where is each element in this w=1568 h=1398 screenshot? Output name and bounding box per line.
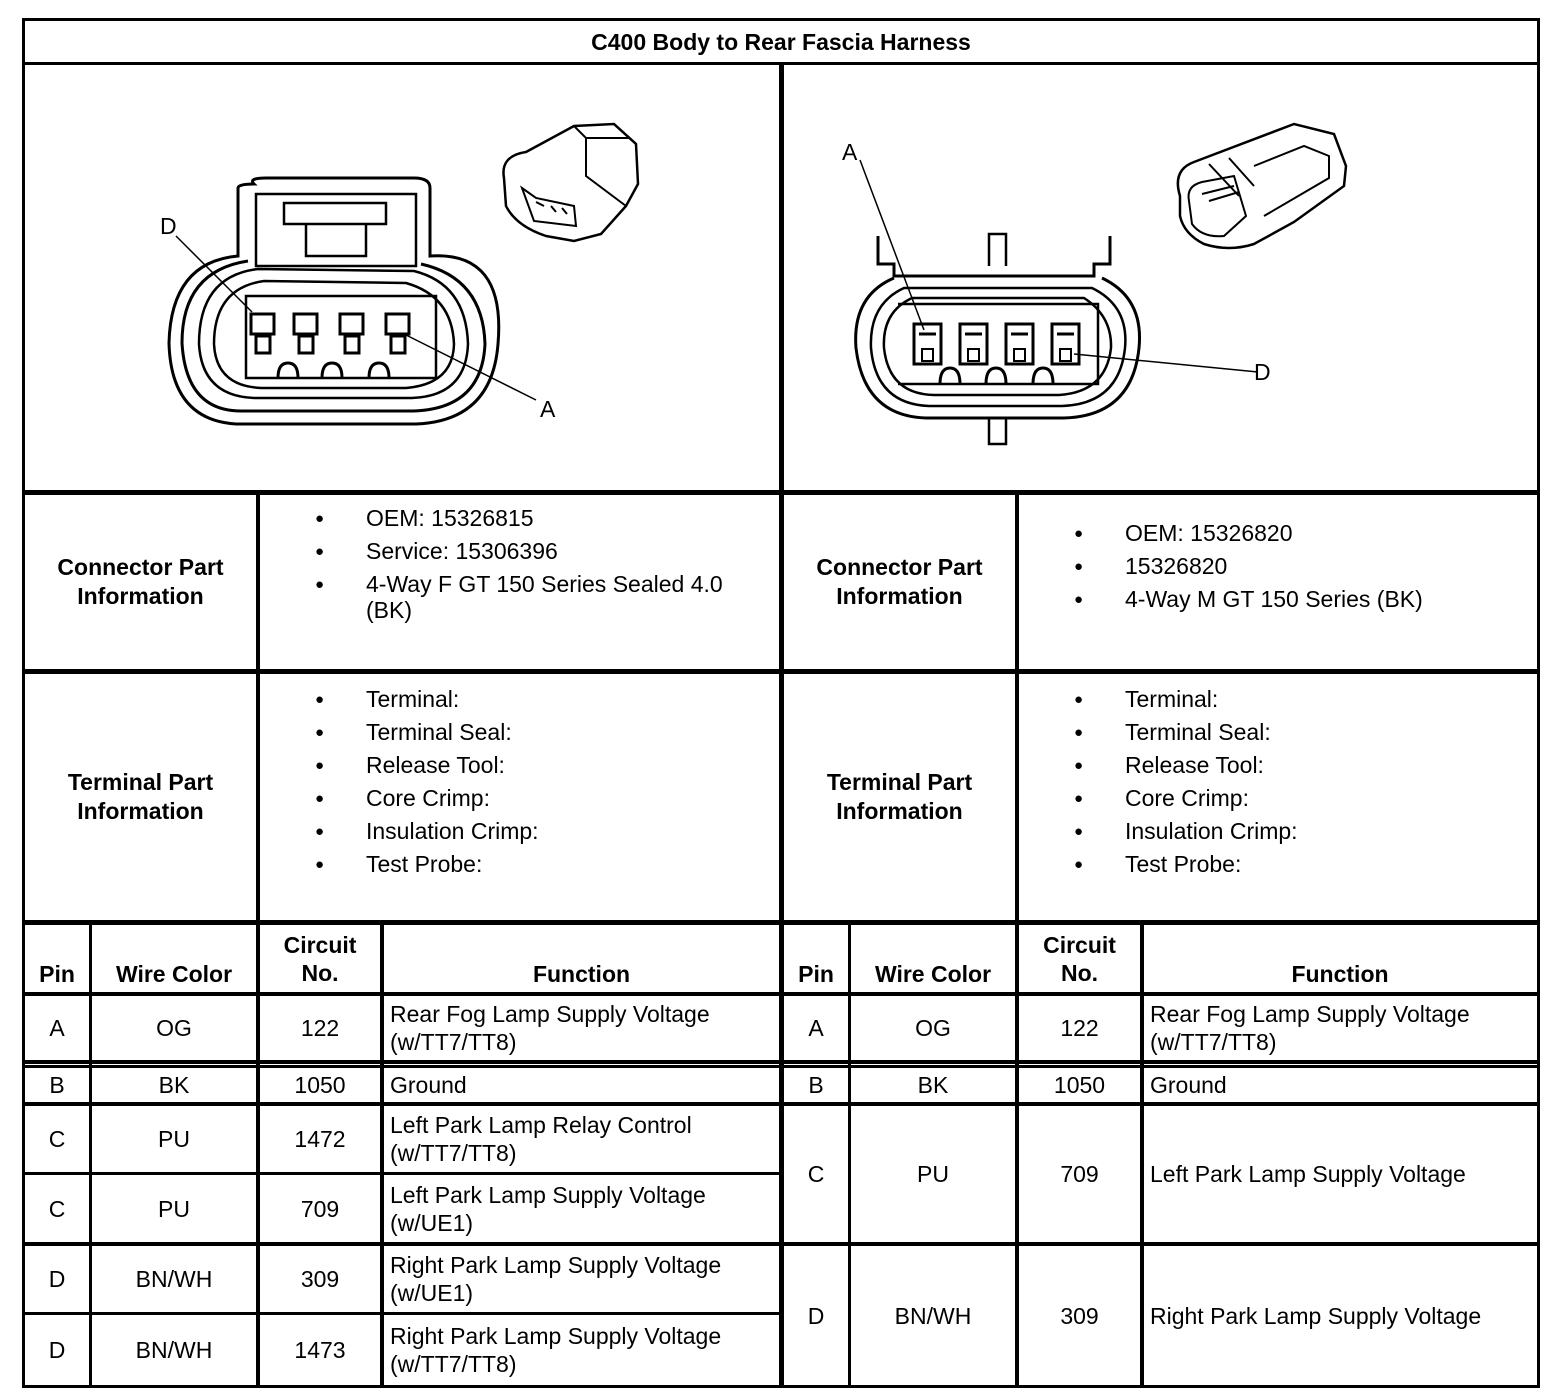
function-cell: Rear Fog Lamp Supply Voltage (w/TT7/TT8) bbox=[1150, 1001, 1470, 1055]
circuit-cell: 1050 bbox=[294, 1072, 346, 1098]
function-cell: Left Park Lamp Relay Control (w/TT7/TT8) bbox=[390, 1112, 692, 1166]
pin-cell: B bbox=[808, 1072, 824, 1098]
list-item: ● Insulation Crimp: bbox=[260, 815, 779, 848]
list-item: ● Terminal: bbox=[1019, 683, 1536, 716]
circuit-cell: 122 bbox=[300, 1015, 340, 1041]
column-header-function: Function bbox=[532, 961, 631, 987]
list-item: ● OEM: 15326815 bbox=[260, 502, 779, 535]
list-item: ● Insulation Crimp: bbox=[1019, 815, 1536, 848]
function-cell: Right Park Lamp Supply Voltage (w/UE1) bbox=[390, 1252, 722, 1306]
pin-cell: C bbox=[48, 1195, 66, 1222]
circuit-cell: 1050 bbox=[1053, 1072, 1106, 1098]
female-connector-face-diagram bbox=[26, 66, 778, 488]
column-header-pin: Pin bbox=[798, 961, 834, 987]
pin-cell: C bbox=[807, 1161, 825, 1187]
list-item: ● Release Tool: bbox=[260, 749, 779, 782]
list-item: ● Test Probe: bbox=[260, 848, 779, 881]
pin-cell: C bbox=[48, 1126, 66, 1152]
circuit-cell: 709 bbox=[1060, 1161, 1099, 1187]
circuit-cell: 309 bbox=[300, 1266, 340, 1292]
pin-a-callout: A bbox=[842, 139, 858, 165]
pin-cell: A bbox=[49, 1015, 65, 1041]
wire-color-cell: PU bbox=[158, 1195, 190, 1222]
wire-color-cell: BK bbox=[158, 1072, 190, 1098]
terminal-part-info-label: Terminal Part Information bbox=[67, 769, 214, 824]
circuit-cell: 122 bbox=[1060, 1015, 1099, 1041]
wire-color-cell: BN/WH bbox=[135, 1337, 213, 1363]
column-header-circuit-no: Circuit No. bbox=[283, 931, 357, 986]
list-item: ● Service: 15306396 bbox=[260, 535, 779, 568]
column-header-wire-color: Wire Color bbox=[874, 961, 992, 987]
wire-color-cell: BN/WH bbox=[135, 1266, 213, 1292]
list-item: ● OEM: 15326820 bbox=[1019, 517, 1536, 550]
list-item: ● 4-Way M GT 150 Series (BK) bbox=[1019, 583, 1536, 616]
wire-color-cell: OG bbox=[915, 1015, 951, 1041]
pin-d-callout: D bbox=[1254, 359, 1271, 385]
document-title: C400 Body to Rear Fascia Harness bbox=[591, 28, 971, 55]
list-item: ● 4-Way F GT 150 Series Sealed 4.0 (BK) bbox=[260, 568, 779, 623]
circuit-cell: 1472 bbox=[294, 1126, 346, 1152]
pin-cell: D bbox=[48, 1266, 66, 1292]
pin-d-callout: D bbox=[160, 213, 177, 239]
function-cell: Left Park Lamp Supply Voltage bbox=[1150, 1161, 1466, 1187]
function-cell: Rear Fog Lamp Supply Voltage (w/TT7/TT8) bbox=[390, 1001, 710, 1055]
wire-color-cell: BN/WH bbox=[894, 1302, 972, 1329]
list-item: ● Core Crimp: bbox=[1019, 782, 1536, 815]
list-item: ● Terminal Seal: bbox=[1019, 716, 1536, 749]
list-item: ● Terminal: bbox=[260, 683, 779, 716]
function-cell: Ground bbox=[1150, 1072, 1227, 1098]
connector-part-info-label: Connector Part Information bbox=[816, 554, 983, 609]
column-header-wire-color: Wire Color bbox=[115, 961, 233, 987]
circuit-cell: 709 bbox=[300, 1195, 340, 1222]
pin-cell: B bbox=[49, 1072, 65, 1098]
terminal-part-info-label: Terminal Part Information bbox=[826, 769, 973, 824]
column-header-circuit-no: Circuit No. bbox=[1043, 931, 1116, 986]
pin-a-callout: A bbox=[540, 396, 556, 422]
wire-color-cell: BK bbox=[917, 1072, 949, 1098]
column-header-function: Function bbox=[1291, 961, 1389, 987]
pin-cell: D bbox=[48, 1337, 66, 1363]
connector-part-info-label: Connector Part Information bbox=[57, 554, 224, 609]
pin-cell: A bbox=[808, 1015, 824, 1041]
circuit-cell: 309 bbox=[1060, 1302, 1099, 1329]
function-cell: Right Park Lamp Supply Voltage bbox=[1150, 1302, 1482, 1329]
connector-part-info-list bbox=[260, 502, 779, 623]
wire-color-cell: PU bbox=[158, 1126, 190, 1152]
wire-color-cell: OG bbox=[156, 1015, 192, 1041]
circuit-cell: 1473 bbox=[294, 1337, 346, 1363]
function-cell: Left Park Lamp Supply Voltage (w/UE1) bbox=[390, 1181, 706, 1236]
terminal-part-info-list bbox=[1019, 683, 1536, 881]
list-item: ● Core Crimp: bbox=[260, 782, 779, 815]
list-item: ● Terminal Seal: bbox=[260, 716, 779, 749]
list-item: ● Release Tool: bbox=[1019, 749, 1536, 782]
function-cell: Right Park Lamp Supply Voltage (w/TT7/TT8) bbox=[390, 1323, 722, 1377]
column-header-pin: Pin bbox=[39, 961, 75, 987]
wire-color-cell: PU bbox=[917, 1161, 949, 1187]
list-item: ● Test Probe: bbox=[1019, 848, 1536, 881]
male-connector-face-diagram bbox=[784, 66, 1536, 488]
connector-part-info-list bbox=[1019, 517, 1536, 616]
terminal-part-info-list bbox=[260, 683, 779, 881]
function-cell: Ground bbox=[390, 1072, 467, 1098]
list-item: ● 15326820 bbox=[1019, 550, 1536, 583]
pin-cell: D bbox=[807, 1302, 825, 1329]
